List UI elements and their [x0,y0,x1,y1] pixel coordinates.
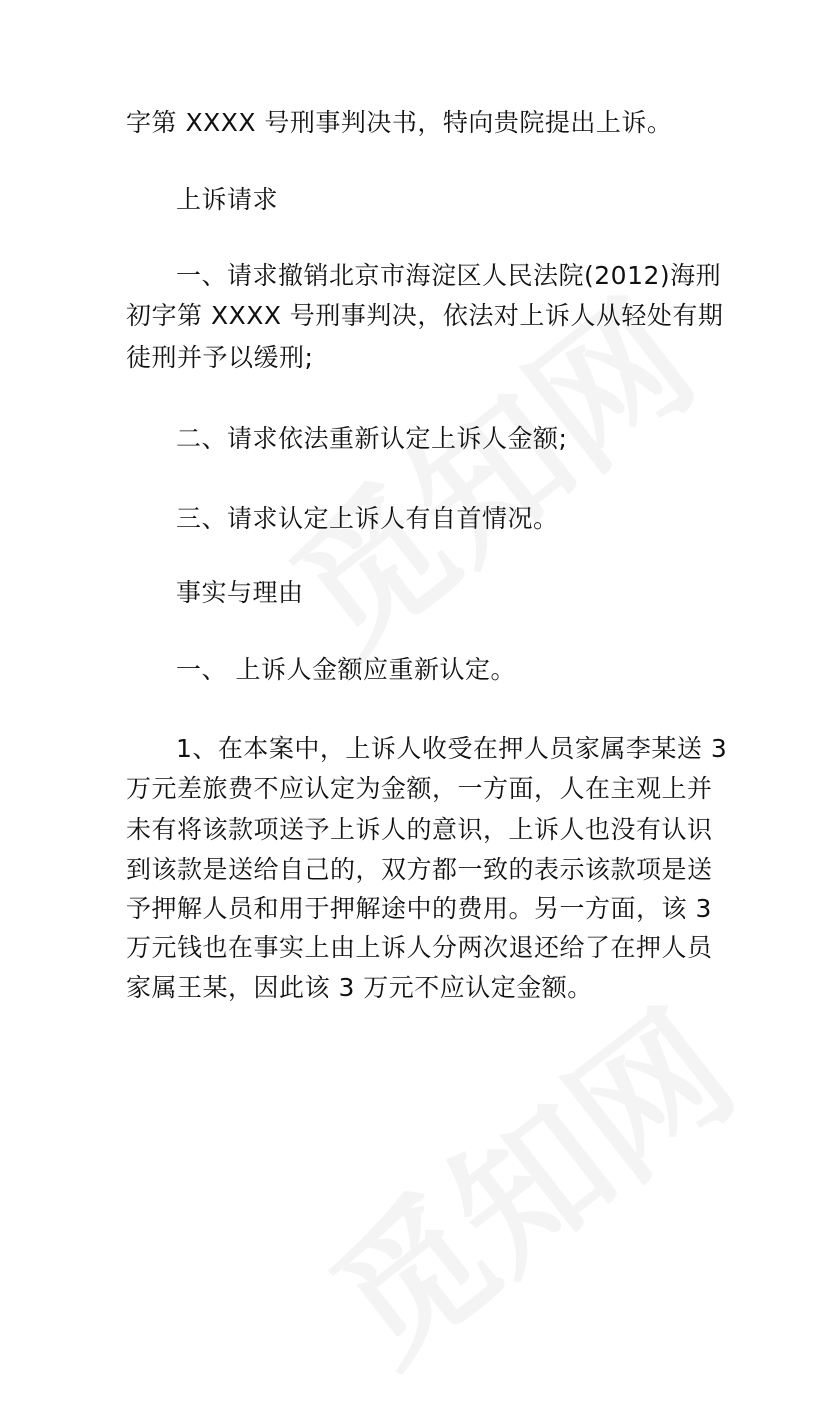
request-1-line-1: 一、请求撤销北京市海淀区人民法院(2012)海刑 [176,261,722,290]
paragraph-line-continuation: 字第 XXXX 号刑事判决书，特向贵院提出上诉。 [126,108,673,137]
request-2: 二、请求依法重新认定上诉人金额; [176,424,568,453]
request-1-line-2: 初字第 XXXX 号刑事判决，依法对上诉人从轻处有期 [126,301,724,330]
watermark-lower [281,954,769,1401]
reason-1-para-line-7: 家属王某，因此该 3 万元不应认定金额。 [126,973,593,1002]
heading-appeal-request: 上诉请求 [176,185,279,214]
request-3: 三、请求认定上诉人有自首情况。 [176,504,559,533]
reason-1-para-line-5: 予押解人员和用于押解途中的费用。另一方面，该 3 [126,894,712,923]
reason-1-para-line-4: 到该款是送给自己的，双方都一致的表示该款项是送 [126,855,713,884]
reason-1-heading: 一、 上诉人金额应重新认定。 [176,655,516,684]
reason-1-para-line-6: 万元钱也在事实上由上诉人分两次退还给了在押人员 [126,933,713,962]
reason-1-para-line-3: 未有将该款项送予上诉人的意识，上诉人也没有认识 [126,815,713,844]
heading-facts-reasons: 事实与理由 [176,578,304,607]
reason-1-para-line-1: 1、在本案中，上诉人收受在押人员家属李某送 3 [176,734,728,763]
request-1-line-3: 徒刑并予以缓刑; [126,343,314,372]
reason-1-para-line-2: 万元差旅费不应认定为金额，一方面，人在主观上并 [126,774,713,803]
